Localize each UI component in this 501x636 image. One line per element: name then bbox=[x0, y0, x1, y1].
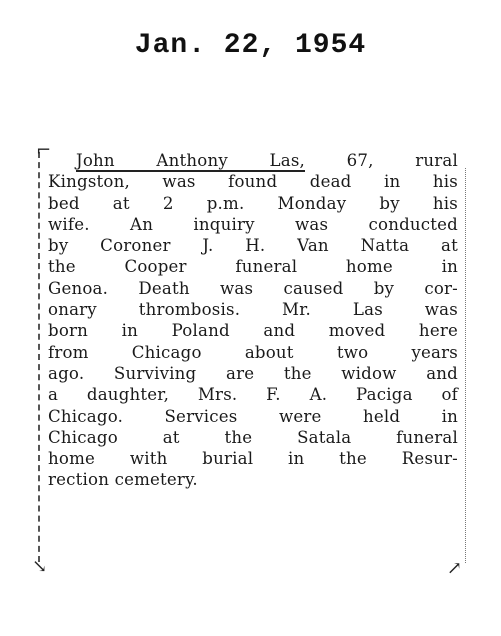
article-line-7: Genoa. Death was caused by cor- bbox=[48, 278, 458, 298]
article-line-10: from Chicago about two years bbox=[48, 342, 458, 362]
article-line-13: Chicago. Services were held in bbox=[48, 406, 458, 426]
clipping-left-edge bbox=[38, 152, 44, 562]
deceased-name: John Anthony Las, bbox=[76, 151, 306, 170]
article-line-12: a daughter, Mrs. F. A. Paciga of bbox=[48, 385, 458, 405]
clipping-right-edge bbox=[461, 168, 466, 563]
clipping-corner-top-left-mark: ⌐ bbox=[36, 140, 52, 161]
clipping-corner-bottom-left-mark: ↘ bbox=[32, 556, 48, 577]
article-line-15: home with burial in the Resur- bbox=[48, 449, 458, 469]
article-line-2: Kingston, was found dead in his bbox=[48, 172, 458, 192]
article-line-1 bbox=[48, 150, 458, 171]
article-line-8: onary thrombosis. Mr. Las was bbox=[48, 300, 458, 320]
article-line-1-text: 67, rural bbox=[305, 151, 458, 170]
obituary-text bbox=[48, 150, 458, 491]
article-line-11: ago. Surviving are the widow and bbox=[48, 363, 458, 383]
article-line-16: rection cemetery. bbox=[48, 470, 198, 490]
article-line-14: Chicago at the Satala funeral bbox=[48, 427, 458, 447]
article-line-9: born in Poland and moved here bbox=[48, 321, 458, 341]
article-line-3: bed at 2 p.m. Monday by his bbox=[48, 193, 458, 213]
clipping-corner-bottom-right-mark: ↗ bbox=[446, 558, 462, 579]
newspaper-clipping bbox=[32, 138, 466, 579]
article-line-6: the Cooper funeral home in bbox=[48, 257, 458, 277]
article-line-5: by Coroner J. H. Van Natta at bbox=[48, 236, 458, 256]
clipping-date: Jan. 22, 1954 bbox=[134, 30, 367, 61]
article-line-4: wife. An inquiry was conducted bbox=[48, 214, 458, 234]
